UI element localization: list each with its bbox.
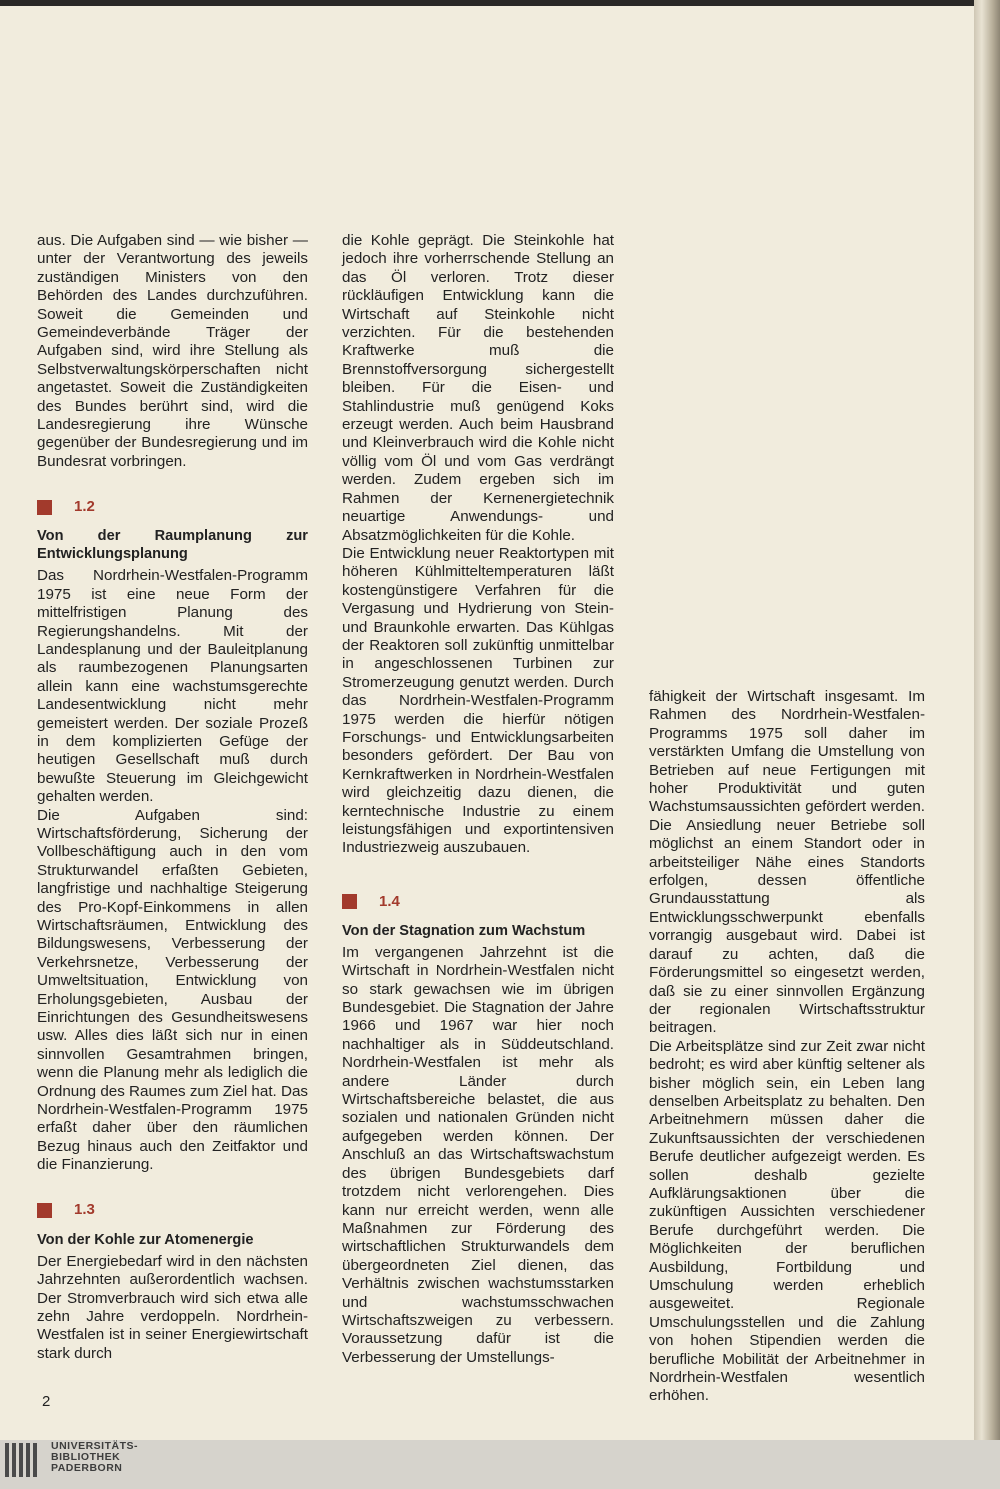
section-number: 1.4	[379, 892, 400, 910]
library-line: UNIVERSITÄTS-	[51, 1440, 139, 1452]
library-logo-icon	[5, 1443, 41, 1483]
paragraph: Die Aufgaben sind: Wirtschaftsförderung, Sicherung der Vollbeschäftigung auch in den vom Strukturwandel erfaßten Gebieten, langfristige und nachhaltige Steigerung des Pro-Kopf-Einkommens in allen Wirtschaftsräumen, Entwicklung des Bildungswesens, Verbesserung der Verkehrsnetze, Verbesserung der Umweltsituation, Entwicklung von Erholungsgebieten, Ausbau der Einrichtungen des Gesundheitswesens usw. Alles dies läßt sich nur in einen sinnvollen Gesamtrahmen bringen, wenn die Planung mehr als lediglich die Ordnung des Raumes zum Ziel hat. Das Nordrhein-Westfalen-Programm 1975 erfaßt daher über den räumlichen Bezug hinaus auch den Zeitfaktor und die Finanzierung.	[37, 806, 308, 1174]
section-1-2	[37, 497, 308, 1174]
paragraph: Die Arbeitsplätze sind zur Zeit zwar nicht bedroht; es wird aber künftig seltener als bisher möglich sein, ein Leben lang denselben Arbeitsplatz zu behalten. Den Arbeitnehmern müssen daher die Zukunftsaussichten der verschiedenen Berufe deutlicher aufgezeigt werden. Es sollen deshalb gezielte Aufklärungsaktionen über die zukünftigen Aussichten verschiedener Berufe durchgeführt werden. Die Möglichkeiten der beruflichen Ausbildung, Fortbildung und Umschulung werden erheblich ausgeweitet. Regionale Umschulungsstellen und die Zahlung von hohen Stipendien werden die berufliche Mobilität der Arbeitnehmer in Nordrhein-Westfalen wesentlich erhöhen.	[649, 1037, 925, 1405]
paragraph: Das Nordrhein-Westfalen-Programm 1975 ist eine neue Form der mittelfristigen Planung des Regierungshandelns. Mit der Landesplanung und der Bauleitplanung als raumbezogenen Planungsarten allein kann eine wachstumsgerechte Landesentwicklung nicht mehr gemeistert werden. Der soziale Prozeß in dem komplizierten Gefüge der heutigen Gesellschaft muß durch bewußte Steuerung im Gleichgewicht gehalten werden.	[37, 567, 308, 806]
text-column-3	[649, 688, 925, 1406]
section-title: Von der Stagnation zum Wachstum	[342, 922, 586, 939]
section-1-3	[37, 1201, 308, 1363]
text-column-1	[37, 232, 308, 1363]
text-column-2	[342, 232, 614, 1367]
section-heading	[37, 497, 308, 517]
scan-top-edge	[0, 0, 1000, 6]
page-number: 2	[42, 1393, 51, 1410]
red-square-marker	[37, 1203, 52, 1218]
paragraph: Im vergangenen Jahrzehnt ist die Wirtschaft in Nordrhein-Westfalen nicht so stark gewachsen wie im übrigen Bundesgebiet. Die Stagnation der Jahre 1966 und 1967 war hier noch nachhaltiger als in Süddeutschland. Nordrhein-Westfalen ist mehr als andere Länder durch Wirtschaftsbereiche belastet, die aus sozialen und nationalen Gründen nicht aufgegeben werden können. Der Anschluß an das Wirtschaftswachstum des übrigen Bundesgebiets darf trotzdem nicht verlorengehen. Dies kann nur erreicht werden, wenn alle Maßnahmen zur Förderung des wirtschaftlichen Strukturwandels dem übergeordneten Ziel dienen, das Verhältnis zwischen wachstumsstarken und wachstumsschwachen Wirtschaftszweigen zu verbessern. Voraussetzung dafür ist die Verbesserung der Umstellungs-	[342, 943, 614, 1366]
section-heading	[37, 1201, 308, 1221]
library-name	[51, 1441, 251, 1475]
library-line: BIBLIOTHEK	[51, 1451, 121, 1464]
section-number: 1.3	[74, 1201, 95, 1219]
section-heading	[342, 892, 614, 912]
library-line: PADERBORN	[51, 1462, 123, 1475]
book-gutter-edge	[974, 0, 1000, 1440]
red-square-marker	[342, 894, 357, 909]
section-1-4	[342, 892, 614, 1367]
section-number: 1.2	[74, 498, 95, 516]
paragraph: die Kohle geprägt. Die Steinkohle hat jedoch ihre vorherrschende Stellung an das Öl verloren. Trotz dieser rückläufigen Entwicklung kann die Wirtschaft auf Steinkohle nicht verzichten. Für die bestehenden Kraftwerke muß die Brennstoffversorgung sichergestellt bleiben. Für die Eisen- und Stahlindustrie muß genügend Koks erzeugt werden. Auch beim Hausbrand und Kleinverbrauch wird die Kohle nicht völlig vom Öl und vom Gas verdrängt werden. Zudem ergeben sich im Rahmen der Kernenergietechnik neuartige Anwendungs- und Absatzmöglichkeiten für die Kohle.	[342, 232, 614, 544]
section-title: Von der Raumplanung zur Entwicklungsplanung	[37, 528, 308, 563]
bleed-through-chapter-number	[228, 62, 318, 212]
paragraph: fähigkeit der Wirtschaft insgesamt. Im Rahmen des Nordrhein-Westfalen-Programms 1975 soll daher im verstärkten Umfang die Umstellung von Betrieben auf neue Fertigungen mit hoher Produktivität und guten Wachstumsaussichten gefördert werden. Die Ansiedlung neuer Betriebe soll möglichst an einem Standort oder in arbeitsteiliger Nähe eines Standorts erfolgen, dessen öffentliche Grundausstattung als Entwicklungsschwerpunkt ebenfalls vorrangig ausgebaut wird. Dabei ist darauf zu achten, daß die Förderungsmittel so eingesetzt werden, daß sie zu einer sinnvollen Ergänzung der regionalen Wirtschaftsstruktur beitragen.	[649, 688, 925, 1037]
paragraph: aus. Die Aufgaben sind — wie bisher — unter der Verantwortung des jeweils zuständigen Ministers von den Behörden des Landes durchzuführen. Soweit die Gemeinden und Gemeindeverbände Träger der Aufgaben sind, wird ihre Stellung als Selbstverwaltungskörperschaften nicht angetastet. Soweit die Zuständigkeiten des Bundes berührt sind, wird die Landesregierung ihre Wünsche gegenüber der Bundesregierung und im Bundesrat vorbringen.	[37, 232, 308, 470]
section-title: Von der Kohle zur Atomenergie	[37, 1231, 254, 1248]
paragraph: Die Entwicklung neuer Reaktortypen mit höheren Kühlmitteltemperaturen läßt kostengünstigere Verfahren für die Vergasung und Hydrierung von Stein- und Braunkohle erwarten. Das Kühlgas der Reaktoren soll zukünftig unmittelbar in angeschlossenen Turbinen zur Stromerzeugung genutzt werden. Durch das Nordrhein-Westfalen-Programm 1975 werden die hierfür nötigen Forschungs- und Entwicklungsarbeiten besonders gefördert. Der Bau von Kernkraftwerken in Nordrhein-Westfalen wird gleichzeitig dazu dienen, die kerntechnische Industrie zu einem leistungsfähigen und exportintensiven Industriezweig auszubauen.	[342, 544, 614, 857]
red-square-marker	[37, 500, 52, 515]
paragraph: Der Energiebedarf wird in den nächsten Jahrzehnten außerordentlich wachsen. Der Stromverbrauch wird sich etwa alle zehn Jahre verdoppeln. Nordrhein-Westfalen ist in seiner Energiewirtschaft stark durch	[37, 1252, 308, 1362]
